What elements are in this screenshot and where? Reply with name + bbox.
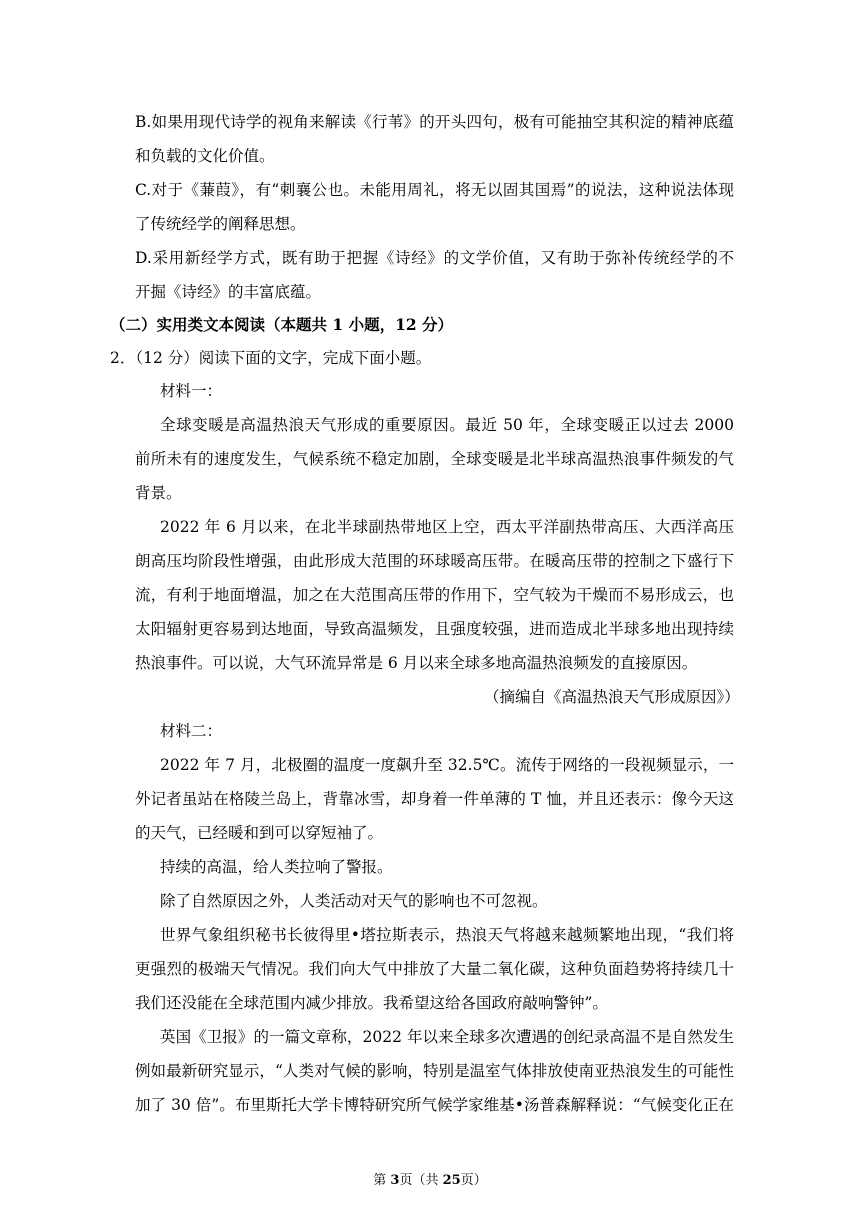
material-1-para-2-line-1: 2022 年 6 月以来，在北半球副热带地区上空，西太平洋副热带高压、大西洋高压	[160, 518, 734, 536]
material-1-label: 材料一：	[160, 382, 223, 400]
material-2-para-5-line-2: 例如最新研究显示，“人类对气候的影响，特别是温室气体排放使南亚热浪发生的可能性	[135, 1062, 734, 1080]
material-1-source: （摘编自《高温热浪天气形成原因》）	[484, 688, 740, 706]
material-2-label: 材料二：	[160, 722, 223, 740]
material-2-para-4-line-2: 更强烈的极端天气情况。我们向大气中排放了大量二氧化碳，这种负面趋势将持续几十	[135, 960, 734, 978]
option-d-line-2: 开掘《诗经》的丰富底蕴。	[135, 283, 322, 301]
material-1-para-1-line-3: 背景。	[135, 484, 182, 502]
footer-total-pages: 25	[442, 1173, 461, 1188]
material-2-para-4-line-1: 世界气象组织秘书长彼得里•塔拉斯表示，热浪天气将越来越频繁地出现，“我们将	[160, 926, 734, 944]
material-2-para-1-line-3: 的天气，已经暖和到可以穿短袖了。	[135, 824, 384, 842]
section-header: （二）实用类文本阅读（本题共 1 小题，12 分）	[110, 315, 454, 334]
option-d-line-1: D.采用新经学方式，既有助于把握《诗经》的文学价值，又有助于弥补传统经学的不	[135, 249, 734, 267]
material-1-para-2-line-3: 流，有利于地面增温，加之在大范围高压带的作用下，空气较为干燥而不易形成云，也	[135, 586, 734, 604]
material-1-para-2-line-2: 朗高压均阶段性增强，由此形成大范围的环球暖高压带。在暖高压带的控制之下盛行下	[135, 552, 734, 570]
option-c-line-2: 了传统经学的阐释思想。	[135, 215, 306, 233]
option-b-line-2: 和负载的文化价值。	[135, 147, 275, 165]
question-2-prompt: 2．（12 分）阅读下面的文字，完成下面小题。	[110, 349, 432, 367]
material-2-para-2: 持续的高温，给人类拉响了警报。	[160, 858, 393, 876]
material-1-para-2-line-5: 热浪事件。可以说，大气环流异常是 6 月以来全球多地高温热浪频发的直接原因。	[135, 654, 698, 672]
material-1-para-1-line-2: 前所未有的速度发生，气候系统不稳定加剧，全球变暖是北半球高温热浪事件频发的气	[135, 450, 734, 468]
material-2-para-1-line-1: 2022 年 7 月，北极圈的温度一度飙升至 32.5℃。流传于网络的一段视频显示，一	[160, 756, 734, 774]
footer-prefix: 第	[373, 1173, 391, 1188]
option-b-line-1: B.如果用现代诗学的视角来解读《行苇》的开头四句，极有可能抽空其积淀的精神底蕴	[135, 113, 734, 131]
material-2-para-1-line-2: 外记者虽站在格陵兰岛上，背靠冰雪，却身着一件单薄的 T 恤，并且还表示：像今天这	[135, 790, 734, 808]
material-2-para-5-line-3: 加了 30 倍”。布里斯托大学卡博特研究所气候学家维基•汤普森解释说：“气候变化正在	[135, 1096, 734, 1114]
footer-page-number: 3	[390, 1173, 400, 1188]
page-footer	[0, 1172, 860, 1190]
option-c-line-1: C.对于《蒹葭》，有“刺襄公也。未能用周礼，将无以固其国焉”的说法，这种说法体现	[135, 181, 734, 199]
footer-suffix: 页）	[460, 1173, 487, 1188]
material-2-para-3: 除了自然原因之外，人类活动对天气的影响也不可忽视。	[160, 892, 548, 910]
material-2-para-4-line-3: 我们还没能在全球范围内减少排放。我希望这给各国政府敲响警钟”。	[135, 994, 608, 1012]
footer-middle: 页（共	[399, 1173, 443, 1188]
material-1-para-1-line-1: 全球变暖是高温热浪天气形成的重要原因。最近 50 年，全球变暖正以过去 2000	[160, 416, 734, 434]
material-1-para-2-line-4: 太阳辐射更容易到达地面，导致高温频发，且强度较强，进而造成北半球多地出现持续	[135, 620, 734, 638]
material-2-para-5-line-1: 英国《卫报》的一篇文章称，2022 年以来全球多次遭遇的创纪录高温不是自然发生	[160, 1028, 734, 1046]
